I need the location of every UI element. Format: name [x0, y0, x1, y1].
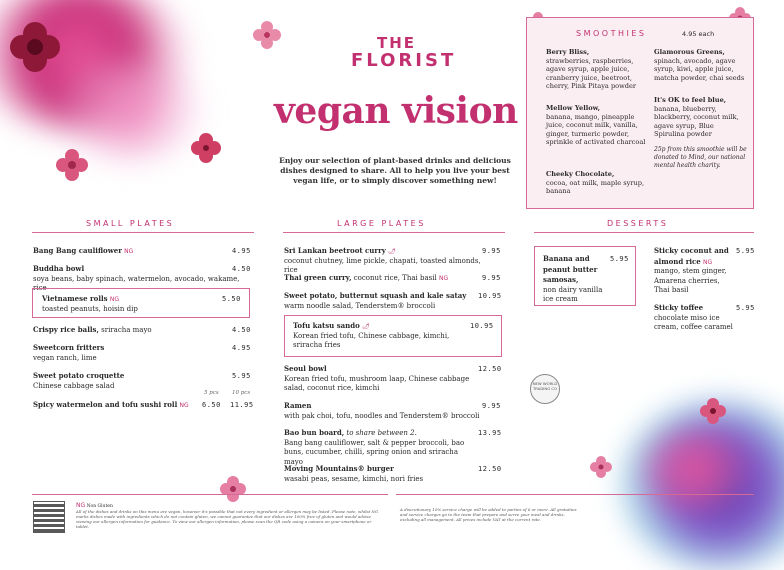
item-name: Sri Lankan beetroot curry [284, 246, 386, 255]
smoothie-name: It's OK to feel blue, [654, 96, 727, 104]
ng-badge: NG [703, 258, 713, 266]
item-price: 9.95 [482, 402, 501, 410]
smoothie-item [546, 170, 650, 196]
ng-legend-badge: NG [76, 502, 86, 509]
item-name: Spicy watermelon and tofu sushi roll [33, 400, 178, 409]
item-desc: coconut chutney, lime pickle, chapati, toasted almonds, rice [284, 256, 481, 274]
item-name: Banana and peanut butter samosas, [543, 254, 598, 284]
flower-illustration-pink [55, 148, 89, 182]
smoothie-desc: cocoa, oat milk, maple syrup, banana [546, 178, 645, 195]
item-price: 9.95 [482, 247, 501, 255]
footer-divider-right [396, 494, 754, 495]
small-plates-divider [32, 232, 254, 233]
item-name: Seoul bowl [284, 364, 327, 373]
item-price-small: 6.50 [202, 401, 221, 409]
item-price: 5.95 [736, 304, 755, 312]
large-plate-item [284, 428, 474, 467]
smoothie-name: Berry Bliss, [546, 48, 590, 56]
smoothie-desc: banana, mango, pineapple juice, coconut milk, vanilla, ginger, turmeric powder, sprinkle of activated charcoal [546, 112, 646, 146]
ng-legend [76, 502, 113, 509]
qr-code[interactable] [33, 501, 65, 533]
dessert-item [543, 254, 603, 305]
smoothie-desc: banana, blueberry, blackberry, coconut milk, agave syrup, Blue Spirulina powder [654, 104, 739, 138]
large-plate-item [293, 321, 459, 351]
large-plates-divider [283, 232, 505, 233]
item-price: 4.95 [232, 344, 251, 352]
item-price: 9.95 [482, 274, 501, 282]
sushi-10pcs-label: 10 pcs [232, 390, 251, 396]
item-desc: coconut rice, Thai basil [353, 274, 437, 282]
flower-illustration-bottom-middle [220, 476, 246, 502]
item-desc: with pak choi, tofu, noodles and Tenderstem® broccoli [284, 411, 480, 420]
intro-text: Enjoy our selection of plant-based drinks and delicious dishes designed to share. All to help you live your best vegan life, or to simply discover something new! [279, 156, 511, 185]
ng-legend-text: Non Gluten [86, 504, 113, 509]
item-name: Sweet potato, butternut squash and kale satay [284, 291, 467, 300]
smoothie-item [546, 48, 650, 91]
item-price: 12.50 [478, 365, 502, 373]
item-name: Buddha bowl [33, 264, 85, 273]
smoothie-item [654, 96, 746, 139]
item-price: 10.95 [478, 292, 502, 300]
item-desc: non dairy vanilla ice cream [543, 285, 603, 303]
item-desc: Chinese cabbage salad [33, 381, 115, 390]
item-name: Sweetcorn fritters [33, 343, 105, 352]
item-price: 12.50 [478, 465, 502, 473]
item-desc: warm noodle salad, Tenderstem® broccoli [284, 301, 436, 310]
smoothie-name: Glamorous Greens, [654, 48, 725, 56]
large-plate-item [284, 246, 484, 276]
brand-line-2: FLORIST [351, 50, 457, 71]
footer-divider-left [32, 494, 388, 495]
item-price: 13.95 [478, 429, 502, 437]
item-name: Ramen [284, 401, 312, 410]
new-world-trading-stamp [530, 374, 560, 404]
menu-title: vegan vision [274, 90, 518, 132]
item-name: Moving Mountains® burger [284, 464, 394, 473]
item-price: 5.50 [222, 295, 241, 303]
desserts-heading: DESSERTS [607, 219, 669, 228]
item-desc: vegan ranch, lime [33, 353, 97, 362]
large-plate-item [284, 401, 484, 421]
dessert-item [654, 246, 732, 296]
smoothie-name: Mellow Yellow, [546, 104, 601, 112]
smoothie-item [546, 104, 650, 147]
item-desc-inline: to share between 2. [346, 429, 417, 437]
ng-badge: NG [179, 402, 189, 409]
large-plate-item [284, 273, 484, 284]
item-desc: Korean fried tofu, mushroom laap, Chinese cabbage salad, coconut rice, kimchi [284, 374, 470, 392]
chili-icon: 🌶 [362, 323, 370, 330]
small-plate-item [33, 400, 213, 411]
large-plate-item [284, 291, 484, 311]
item-price: 4.50 [232, 326, 251, 334]
dessert-item [654, 303, 736, 333]
sushi-5pcs-label: 5 pcs [204, 390, 219, 396]
flower-illustration-right [590, 456, 612, 478]
allergen-footnote: All of the dishes and drinks on this menu are vegan, however it's possible that not every ingredient or allergen may be listed. Please note, whilst NG marks dishes made with ingredients which do not contain gluten, we cannot guarantee that our dishes are 100% free of gluten and would advise viewing our allergen information for guidance. To view our allergen information, please scan the QR code using a camera on your smartphone or tablet. [76, 509, 379, 529]
item-name: Crispy rice balls, [33, 325, 99, 334]
item-name: Bang Bang cauliflower [33, 246, 122, 255]
item-price: 4.95 [232, 247, 251, 255]
brand-line-1: THE [377, 34, 417, 52]
item-name: Thai green curry, [284, 273, 352, 282]
paint-splash-top-left-2 [60, 60, 200, 160]
item-name: Sweet potato croquette [33, 371, 125, 380]
item-desc: chocolate miso ice cream, coffee caramel [654, 313, 733, 331]
ng-badge: NG [109, 296, 119, 303]
large-plate-item [284, 364, 470, 394]
ng-badge: NG [124, 248, 134, 255]
small-plate-item [33, 325, 233, 336]
item-desc: mango, stem ginger, Amarena cherries, Thai basil [654, 267, 727, 294]
mind-charity-note: 25p from this smoothie will be donated to Mind, our national mental health charity. [654, 146, 747, 169]
paint-splash-bottom-right-2 [640, 430, 750, 510]
chili-icon: 🌶 [388, 248, 396, 255]
small-plates-heading: SMALL PLATES [86, 219, 175, 228]
flower-illustration-small [252, 20, 282, 50]
item-desc: sriracha mayo [101, 326, 152, 334]
flower-illustration-red [190, 132, 222, 164]
item-desc: Korean fried tofu, Chinese cabbage, kimchi, sriracha fries [293, 331, 450, 349]
desserts-divider [534, 232, 754, 233]
stamp-text: NEW WORLD TRADING CO [532, 381, 558, 391]
smoothies-heading: SMOOTHIES [576, 29, 647, 38]
item-desc: soya beans, baby spinach, watermelon, avocado, wakame, rice [33, 274, 240, 292]
item-price: 5.95 [736, 247, 755, 255]
small-plate-item [42, 294, 222, 314]
flower-illustration-top-left [8, 20, 62, 74]
small-plate-item [33, 371, 233, 391]
flower-illustration-bottom-right [700, 398, 726, 424]
item-price: 4.50 [232, 265, 251, 273]
item-name: Tofu katsu sando [293, 321, 360, 330]
smoothie-desc: strawberries, raspberries, agave syrup, apple juice, cranberry juice, beetroot, cherry, Pink Pitaya powder [546, 56, 637, 90]
service-charge-footnote: A discretionary 10% service charge will be added to parties of 6 or more. All gratuities and service charges go to the team that prepare and serve your meal and drinks, excluding all management. All prices include VAT at the current rate. [400, 507, 577, 522]
item-name: Bao bun board, [284, 428, 345, 437]
item-name: Sticky coconut and almond rice [654, 246, 729, 266]
item-name: Sticky toffee [654, 303, 704, 312]
item-price-large: 11.95 [230, 401, 254, 409]
item-price: 5.95 [610, 255, 629, 263]
item-desc: toasted peanuts, hoisin dip [42, 304, 138, 313]
small-plate-item [33, 246, 213, 257]
item-price: 5.95 [232, 372, 251, 380]
smoothie-desc: spinach, avocado, agave syrup, kiwi, apple juice, matcha powder, chai seeds [654, 56, 745, 82]
item-desc: Bang bang cauliflower, salt & pepper broccoli, bao buns, cucumber, chilli, spring onion and sriracha mayo [284, 438, 465, 466]
item-name: Vietnamese rolls [42, 294, 108, 303]
item-price: 10.95 [470, 322, 494, 330]
smoothie-item [654, 48, 746, 82]
ng-badge: NG [438, 275, 449, 282]
smoothie-name: Cheeky Chocolate, [546, 170, 615, 178]
smoothies-price: 4.95 each [682, 30, 715, 38]
item-desc: wasabi peas, sesame, kimchi, nori fries [284, 474, 424, 483]
small-plate-item [33, 343, 233, 363]
large-plates-heading: LARGE PLATES [337, 219, 426, 228]
large-plate-item [284, 464, 484, 484]
